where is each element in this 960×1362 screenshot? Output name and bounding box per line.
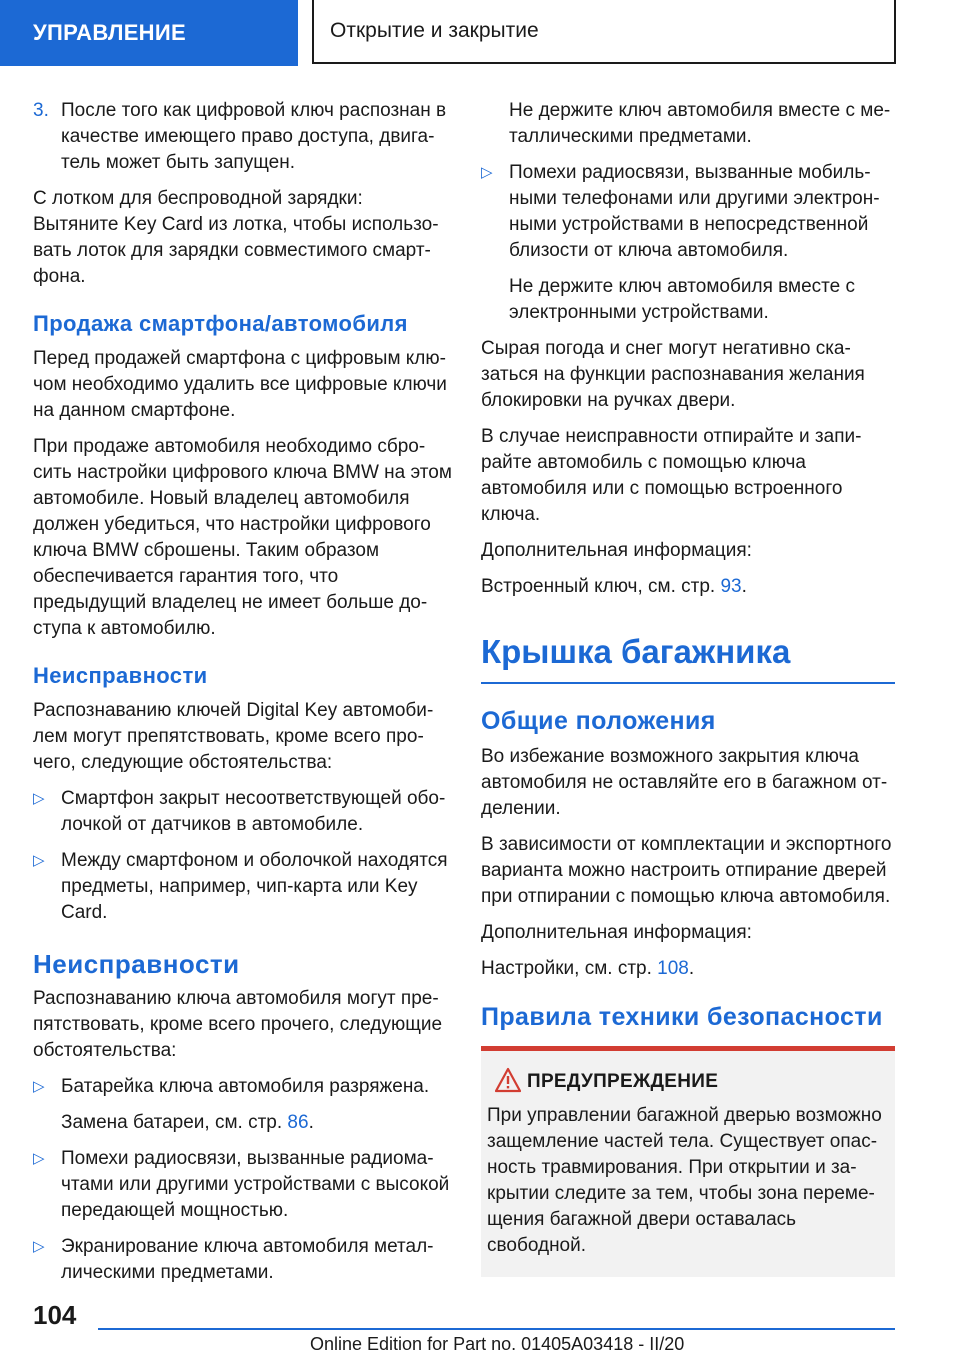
step-number: 3. — [33, 100, 49, 121]
reference-text: Настройки, см. стр. — [481, 958, 658, 979]
general-heading: Общие положения — [481, 707, 716, 735]
warning-box — [481, 1046, 895, 1277]
list-item-text: Между смартфоном и оболочкой находятся предметы, например, чип-карта или Key Card. — [61, 850, 448, 923]
page-link-108[interactable]: 108 — [657, 958, 689, 979]
more-info-label: Дополнительная информация: — [481, 922, 752, 943]
triangle-bullet-icon: ▷ — [33, 1150, 45, 1167]
sale-paragraph-1: Перед продажей смартфона с цифровым ключом необходимо удалить все цифровые ключи на данном смартфоне. — [33, 348, 447, 421]
list-item — [33, 1146, 453, 1224]
battery-reference — [33, 1110, 453, 1136]
triangle-bullet-icon: ▷ — [481, 164, 493, 181]
weather-paragraph: Сырая погода и снег могут негативно сказаться на функции распознавания желания блокировки на ручках двери. — [481, 338, 865, 411]
step-3 — [33, 98, 453, 176]
list-item-text: Смартфон закрыт несоответствующей оболочкой от датчиков в автомобиле. — [61, 788, 446, 835]
list-item — [33, 786, 453, 838]
chapter-title: Открытие и закрытие — [312, 0, 896, 64]
list-item-text: Экранирование ключа автомобиля металлическими предметами. — [61, 1236, 434, 1283]
page-header — [0, 0, 960, 66]
malfunction-heading-1: Неисправности — [33, 663, 208, 688]
builtin-key-reference — [481, 574, 895, 600]
list-item — [33, 848, 453, 926]
safety-heading: Правила техники безопасности — [481, 1003, 883, 1031]
warning-triangle-icon — [495, 1067, 521, 1093]
section-label: УПРАВЛЕНИЕ — [0, 0, 298, 66]
triangle-bullet-icon: ▷ — [33, 1238, 45, 1255]
page-number: 104 — [33, 1300, 77, 1330]
triangle-bullet-icon: ▷ — [33, 852, 45, 869]
reference-suffix: . — [308, 1112, 314, 1133]
sale-heading: Продажа смартфона/автомобиля — [33, 311, 408, 336]
reference-suffix: . — [741, 576, 747, 597]
warning-label: ПРЕДУПРЕЖДЕНИЕ — [527, 1071, 719, 1092]
list-item — [33, 1074, 453, 1100]
reference-text: Встроенный ключ, см. стр. — [481, 576, 721, 597]
footer-divider — [98, 1328, 895, 1330]
step-text: После того как цифровой ключ распознан в качестве имеющего право доступа, двигатель может быть запущен. — [61, 100, 447, 173]
list-item-text: Помехи радиосвязи, вызванные мобильными телефонами или другими электронными устройствами в непосредственной близости от ключа автомобиля. — [509, 162, 880, 261]
page-link-86[interactable]: 86 — [287, 1112, 309, 1133]
list-item-text: Помехи радиосвязи, вызванные радиомачтами или другими устройствами с высокой передающей мощностью. — [61, 1148, 450, 1221]
malfunction-intro-2: Распознаванию ключа автомобиля могут препятствовать, кроме всего прочего, следующие обстоятельства: — [33, 988, 443, 1061]
right-column — [481, 98, 895, 1277]
triangle-bullet-icon: ▷ — [33, 1078, 45, 1095]
reference-text: Замена батареи, см. стр. — [61, 1112, 288, 1133]
more-info-label: Дополнительная информация: — [481, 540, 752, 561]
settings-reference — [481, 956, 895, 982]
continued-paragraph: Не держите ключ автомобиля вместе с металлическими предметами. — [509, 100, 891, 147]
malfunction-heading-2: Неисправности — [33, 949, 240, 979]
malfunction-intro-1: Распознаванию ключей Digital Key автомобилем могут препятствовать, кроме всего прочего, следующие обстоятельства: — [33, 700, 434, 773]
page-link-93[interactable]: 93 — [720, 576, 742, 597]
fault-paragraph: В случае неисправности отпирайте и запирайте автомобиль с помощью ключа автомобиля или с помощью встроенного ключа. — [481, 426, 862, 525]
list-item — [481, 160, 895, 264]
list-item — [33, 1234, 453, 1286]
left-column — [33, 98, 453, 1296]
chapter-heading: Крышка багажника — [481, 630, 895, 684]
reference-suffix: . — [688, 958, 695, 979]
warning-text: При управлении багажной дверью возможно защемление частей тела. Существует опасность травмирования. При открытии и закрытии следите за тем, чтобы зона перемещения багажной двери оставалась свободной. — [487, 1105, 882, 1256]
footer-edition: Online Edition for Part no. 01405A03418 - II/20 — [310, 1334, 685, 1354]
general-paragraph-1: Во избежание возможного закрытия ключа автомобиля не оставляйте его в багажном отделении. — [481, 746, 888, 819]
general-paragraph-2: В зависимости от комплектации и экспортного варианта можно настроить отпирание дверей при отпирании с помощью ключа автомобиля. — [481, 834, 892, 907]
bullet-sub-paragraph: Не держите ключ автомобиля вместе с электронными устройствами. — [509, 276, 855, 323]
list-item-text: Батарейка ключа автомобиля разряжена. — [61, 1076, 430, 1097]
triangle-bullet-icon: ▷ — [33, 790, 45, 807]
tray-paragraph: С лотком для беспроводной зарядки: Вытяните Key Card из лотка, чтобы использовать лоток для зарядки совместимого смартфона. — [33, 188, 439, 287]
warning-header — [487, 1067, 887, 1097]
sale-paragraph-2: При продаже автомобиля необходимо сбросить настройки цифрового ключа BMW на этом автомобиле. Новый владелец автомобиля должен убедиться, что настройки цифрового ключа BMW сброшены. Таким образом обеспечивается гарантия того, что предыдущий владелец не имеет больше доступа к автомобилю. — [33, 436, 452, 639]
